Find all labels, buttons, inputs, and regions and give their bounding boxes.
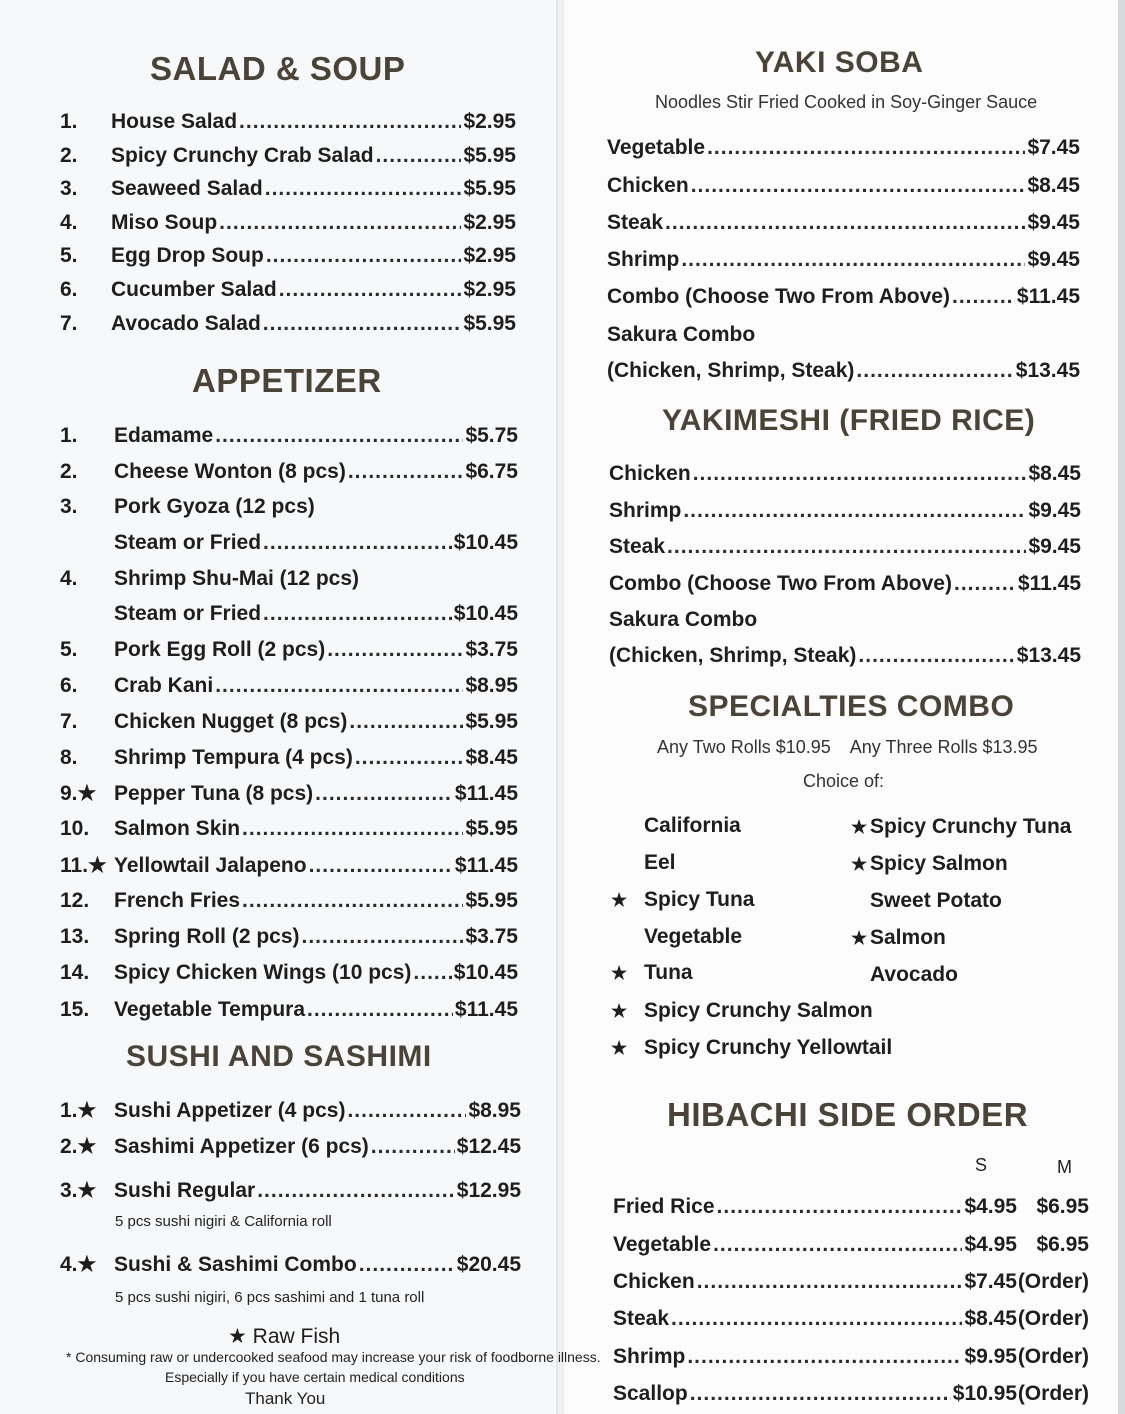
item-price: $2.95: [463, 211, 516, 234]
leader-dots: [315, 782, 453, 806]
raw-fish-star-icon: ★: [611, 890, 628, 910]
item-number: 1.★: [60, 1099, 97, 1122]
menu-item: [60, 1252, 521, 1277]
item-name: Chicken Nugget (8 pcs): [114, 710, 348, 733]
item-price: $10.45: [453, 602, 518, 625]
menu-item: [60, 817, 518, 841]
hibachi-col-small: S: [975, 1155, 988, 1175]
leader-dots: [242, 817, 463, 841]
item-name: Chicken: [607, 174, 689, 197]
leader-dots: [215, 424, 463, 448]
raw-fish-star-icon: ★: [851, 817, 868, 837]
menu-item: [607, 359, 1080, 383]
menu-item: [60, 278, 516, 302]
item-name: Fried Rice: [613, 1195, 715, 1218]
menu-item: [607, 285, 1080, 309]
menu-item: [60, 424, 518, 448]
menu-item: [60, 781, 518, 806]
leader-dots: [215, 674, 463, 698]
leader-dots: [707, 136, 1025, 160]
item-price: $5.95: [463, 312, 516, 335]
menu-item: [60, 177, 516, 201]
item-price: $9.45: [1027, 211, 1080, 234]
menu-item: [607, 323, 1080, 347]
roll-choice: Spicy Tuna: [644, 888, 755, 911]
menu-item: [613, 1307, 1089, 1331]
item-number: 10.: [60, 817, 90, 840]
item-name: Sashimi Appetizer (6 pcs): [114, 1135, 369, 1158]
item-number: 5.: [60, 244, 78, 267]
item-number: 13.: [60, 925, 90, 948]
menu-item: [613, 1270, 1089, 1294]
item-name: Edamame: [114, 424, 214, 447]
yaki-soba-title: YAKI SOBA: [755, 46, 924, 79]
item-price: $6.75: [465, 460, 518, 483]
item-name: Miso Soup: [111, 211, 218, 234]
roll-choice: Spicy Crunchy Tuna: [870, 815, 1072, 838]
item-name: Yellowtail Jalapeno: [114, 854, 307, 877]
item-name: Vegetable: [607, 136, 706, 159]
leader-dots: [952, 285, 1015, 309]
raw-fish-star-icon: ★: [851, 928, 868, 948]
menu-item: [60, 1178, 521, 1203]
menu-item: [607, 211, 1080, 235]
item-name: Pepper Tuna (8 pcs): [114, 782, 314, 805]
item-price: $9.45: [1027, 248, 1080, 271]
item-number: 9.★: [60, 782, 97, 805]
price-medium: $6.95: [1036, 1233, 1089, 1256]
leader-dots: [242, 889, 463, 913]
leader-dots: [327, 638, 463, 662]
menu-item: [60, 567, 518, 591]
item-name: Steak: [607, 211, 664, 234]
leader-dots: [347, 1099, 466, 1123]
price-medium: (Order): [1017, 1307, 1089, 1330]
item-number: 1.: [60, 110, 78, 133]
leader-dots: [693, 462, 1027, 486]
menu-item: [609, 535, 1081, 559]
leader-dots: [717, 1195, 963, 1219]
item-number: 6.: [60, 674, 78, 697]
sushi-combo-note: 5 pcs sushi nigiri, 6 pcs sashimi and 1 tuna roll: [115, 1289, 425, 1306]
leader-dots: [302, 925, 464, 949]
leader-dots: [376, 144, 462, 168]
price-small: $10.95: [952, 1382, 1017, 1405]
item-name: Pork Egg Roll (2 pcs): [114, 638, 326, 661]
item-name: Chicken: [613, 1270, 695, 1293]
price-medium: (Order): [1017, 1382, 1089, 1405]
item-price: $10.45: [453, 961, 518, 984]
menu-item: [609, 462, 1081, 486]
item-price: $3.75: [465, 925, 518, 948]
price-medium: (Order): [1017, 1270, 1089, 1293]
item-number: 3.: [60, 177, 78, 200]
item-price: $9.45: [1028, 499, 1081, 522]
raw-warning-cont: Especially if you have certain medical conditions: [165, 1369, 465, 1385]
price-small: $7.45: [964, 1270, 1017, 1293]
leader-dots: [263, 312, 462, 336]
item-price: $9.45: [1028, 535, 1081, 558]
menu-item: [60, 144, 516, 168]
leader-dots: [667, 535, 1026, 559]
menu-item: [60, 211, 516, 235]
roll-choice: California: [644, 814, 741, 837]
menu-item: [60, 998, 518, 1022]
menu-item: [60, 961, 518, 985]
price-small: $4.95: [964, 1233, 1017, 1256]
roll-choice: Avocado: [870, 963, 958, 986]
leader-dots: [279, 278, 462, 302]
menu-item: [609, 644, 1081, 668]
item-price: $8.45: [1027, 174, 1080, 197]
roll-choice: Eel: [644, 851, 676, 874]
item-price: $5.95: [463, 144, 516, 167]
item-name: French Fries: [114, 889, 241, 912]
leader-dots: [263, 531, 452, 555]
leader-dots: [713, 1233, 962, 1257]
roll-choice: Vegetable: [644, 925, 743, 948]
price-small: $9.95: [964, 1345, 1017, 1368]
item-price: $11.45: [454, 854, 518, 877]
item-price: $2.95: [463, 110, 516, 133]
leader-dots: [691, 174, 1026, 198]
leader-dots: [355, 746, 464, 770]
item-name: Shrimp: [607, 248, 680, 271]
hibachi-title: HIBACHI SIDE ORDER: [667, 1096, 1029, 1133]
item-name: Steak: [609, 535, 666, 558]
raw-fish-star-icon: ★: [611, 963, 628, 983]
thank-you: Thank You: [245, 1389, 326, 1408]
item-price: $5.95: [465, 817, 518, 840]
menu-item: [60, 853, 518, 878]
menu-item: [607, 248, 1080, 272]
leader-dots: [219, 211, 461, 235]
item-name: Steam or Fried: [114, 531, 262, 554]
item-name: Scallop: [613, 1382, 688, 1405]
item-name: Spicy Chicken Wings (10 pcs): [114, 961, 412, 984]
item-number: 11.★: [60, 854, 107, 877]
item-price: $8.45: [465, 746, 518, 769]
item-name: Cheese Wonton (8 pcs): [114, 460, 346, 483]
item-number: 2.: [60, 460, 78, 483]
sushi-sashimi-title: SUSHI AND SASHIMI: [126, 1040, 432, 1073]
item-number: 15.: [60, 998, 90, 1021]
menu-item: [609, 608, 1081, 632]
item-price: $5.95: [463, 177, 516, 200]
item-name: Steak: [613, 1307, 670, 1330]
page-fold: [556, 0, 564, 1414]
price-small: $8.45: [964, 1307, 1017, 1330]
item-name: Steam or Fried: [114, 602, 262, 625]
item-name: Sushi & Sashimi Combo: [114, 1253, 357, 1276]
item-number: 4.: [60, 567, 78, 590]
item-name: Vegetable Tempura: [114, 998, 306, 1021]
item-name: Egg Drop Soup: [111, 244, 264, 267]
leader-dots: [349, 710, 463, 734]
item-price: $2.95: [463, 244, 516, 267]
item-price: $12.95: [456, 1179, 521, 1202]
item-number: 8.: [60, 746, 78, 769]
item-number: 1.: [60, 424, 78, 447]
leader-dots: [858, 644, 1014, 668]
roll-choice: Spicy Crunchy Salmon: [644, 999, 873, 1022]
item-name: Sakura Combo: [609, 608, 758, 631]
leader-dots: [413, 961, 451, 985]
leader-dots: [954, 572, 1016, 596]
item-number: 2.★: [60, 1135, 97, 1158]
roll-choice: Tuna: [644, 961, 693, 984]
raw-fish-star-icon: ★: [611, 1038, 628, 1058]
roll-choice: Sweet Potato: [870, 889, 1002, 912]
item-price: $2.95: [463, 278, 516, 301]
menu-item: [60, 925, 518, 949]
leader-dots: [239, 110, 461, 134]
menu-item: [60, 889, 518, 913]
item-price: $5.95: [465, 710, 518, 733]
item-name: Salmon Skin: [114, 817, 241, 840]
leader-dots: [681, 248, 1025, 272]
menu-item: [60, 710, 518, 734]
item-number: 3.★: [60, 1179, 97, 1202]
leader-dots: [665, 211, 1025, 235]
item-name: Shrimp: [613, 1345, 686, 1368]
item-number: 6.: [60, 278, 78, 301]
roll-choice: Salmon: [870, 926, 946, 949]
menu-item: [613, 1233, 1089, 1257]
leader-dots: [690, 1382, 951, 1406]
menu-item: [60, 531, 518, 555]
menu-item: [609, 499, 1081, 523]
item-price: $11.45: [1016, 285, 1080, 308]
menu-item: [60, 312, 516, 336]
leader-dots: [307, 998, 453, 1022]
leader-dots: [359, 1253, 455, 1277]
item-name: Cucumber Salad: [111, 278, 277, 301]
menu-item: [60, 495, 518, 519]
price-medium: (Order): [1017, 1345, 1089, 1368]
menu-item: [613, 1195, 1089, 1219]
item-name: Crab Kani: [114, 674, 214, 697]
roll-choice: Spicy Crunchy Yellowtail: [644, 1036, 893, 1059]
item-name: Seaweed Salad: [111, 177, 263, 200]
sushi-regular-note: 5 pcs sushi nigiri & California roll: [115, 1213, 332, 1230]
menu-item: [60, 602, 518, 626]
menu-item: [60, 1098, 521, 1123]
item-name: (Chicken, Shrimp, Steak): [607, 359, 855, 382]
item-name: Shrimp Shu-Mai (12 pcs): [114, 567, 360, 590]
item-number: 4.★: [60, 1253, 97, 1276]
item-name: Spring Roll (2 pcs): [114, 925, 300, 948]
item-name: Spicy Crunchy Crab Salad: [111, 144, 374, 167]
item-name: Chicken: [609, 462, 691, 485]
item-number: 4.: [60, 211, 78, 234]
page-edge: [1118, 0, 1125, 1414]
item-name: Pork Gyoza (12 pcs): [114, 495, 315, 518]
menu-item: [60, 674, 518, 698]
price-medium: $6.95: [1036, 1195, 1089, 1218]
item-number: 2.: [60, 144, 78, 167]
menu-item: [613, 1382, 1089, 1406]
item-price: $20.45: [456, 1253, 521, 1276]
leader-dots: [371, 1135, 455, 1159]
leader-dots: [266, 244, 462, 268]
yakimeshi-title: YAKIMESHI (FRIED RICE): [662, 404, 1036, 437]
item-number: 12.: [60, 889, 90, 912]
item-price: $5.95: [465, 889, 518, 912]
item-name: Combo (Choose Two From Above): [607, 285, 950, 308]
leader-dots: [309, 854, 453, 878]
item-name: Combo (Choose Two From Above): [609, 572, 952, 595]
price-small: $4.95: [964, 1195, 1017, 1218]
raw-fish-star-icon: ★: [851, 854, 868, 874]
leader-dots: [671, 1307, 962, 1331]
yaki-soba-subtitle: Noodles Stir Fried Cooked in Soy-Ginger Sauce: [655, 92, 1038, 112]
item-name: Shrimp: [609, 499, 682, 522]
item-number: 14.: [60, 961, 90, 984]
leader-dots: [683, 499, 1026, 523]
item-name: Sushi Regular: [114, 1179, 256, 1202]
item-price: $13.45: [1015, 359, 1080, 382]
item-price: $10.45: [453, 531, 518, 554]
menu-item: [60, 460, 518, 484]
item-price: $11.45: [454, 998, 518, 1021]
menu-item: [60, 110, 516, 134]
item-name: (Chicken, Shrimp, Steak): [609, 644, 857, 667]
item-name: Avocado Salad: [111, 312, 261, 335]
item-number: 7.: [60, 312, 78, 335]
menu-item: [607, 136, 1080, 160]
item-price: $8.45: [1028, 462, 1081, 485]
leader-dots: [856, 359, 1013, 383]
raw-fish-star-icon: ★: [611, 1001, 628, 1021]
item-price: $11.45: [1017, 572, 1081, 595]
item-name: House Salad: [111, 110, 238, 133]
menu-item: [613, 1345, 1089, 1369]
roll-choice: Spicy Salmon: [870, 852, 1008, 875]
item-price: $3.75: [465, 638, 518, 661]
item-price: $8.95: [468, 1099, 521, 1122]
leader-dots: [687, 1345, 962, 1369]
menu-item: [60, 746, 518, 770]
item-name: Sakura Combo: [607, 323, 756, 346]
leader-dots: [697, 1270, 963, 1294]
menu-item: [60, 244, 516, 268]
menu-item: [607, 174, 1080, 198]
item-price: $11.45: [454, 782, 518, 805]
hibachi-col-medium: M: [1057, 1157, 1072, 1177]
item-price: $5.75: [465, 424, 518, 447]
leader-dots: [265, 177, 462, 201]
item-number: 7.: [60, 710, 78, 733]
item-price: $7.45: [1027, 136, 1080, 159]
item-number: 3.: [60, 495, 78, 518]
item-price: $8.95: [465, 674, 518, 697]
specialties-choice: Choice of:: [803, 771, 885, 791]
leader-dots: [257, 1179, 455, 1203]
menu-item: [609, 572, 1081, 596]
item-name: Shrimp Tempura (4 pcs): [114, 746, 353, 769]
specialties-title: SPECIALTIES COMBO: [688, 690, 1015, 723]
leader-dots: [348, 460, 464, 484]
menu-item: [60, 638, 518, 662]
item-price: $13.45: [1016, 644, 1081, 667]
raw-fish-legend: ★ Raw Fish: [228, 1325, 341, 1348]
specialties-offer: Any Two Rolls $10.95 Any Three Rolls $13.95: [657, 737, 1038, 757]
item-number: 5.: [60, 638, 78, 661]
item-price: $12.45: [456, 1135, 521, 1158]
salad-soup-title: SALAD & SOUP: [150, 50, 406, 87]
item-name: Vegetable: [613, 1233, 712, 1256]
menu-item: [60, 1134, 521, 1159]
leader-dots: [263, 602, 452, 626]
raw-warning: * Consuming raw or undercooked seafood may increase your risk of foodborne illness.: [66, 1349, 601, 1365]
item-name: Sushi Appetizer (4 pcs): [114, 1099, 346, 1122]
appetizer-title: APPETIZER: [192, 362, 382, 399]
